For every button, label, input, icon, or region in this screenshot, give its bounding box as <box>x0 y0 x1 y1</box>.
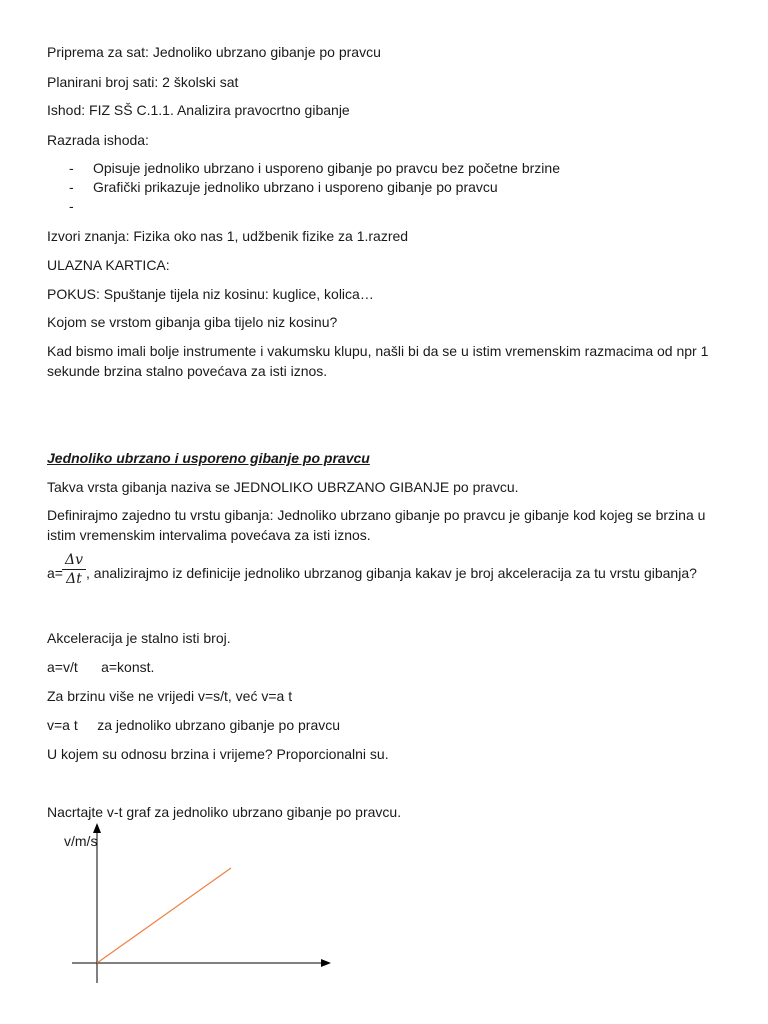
paragraph-line: Kad bismo imali bolje instrumente i vakumsku klupu, našli bi da se u istim vremenskim razmacima od npr 1 <box>47 343 709 359</box>
prep-title: Priprema za sat: Jednoliko ubrzano gibanje po pravcu <box>47 44 381 60</box>
relation: U kojem su odnosu brzina i vrijeme? Proporcionalni su. <box>47 746 389 762</box>
experiment: POKUS: Spuštanje tijela niz kosinu: kuglice, kolica… <box>47 286 374 302</box>
equation-line: a=v/t a=konst. <box>47 659 155 675</box>
formula-prefix: a= <box>47 565 63 581</box>
elaboration-item: Grafički prikazuje jednoliko ubrzano i usporeno gibanje po pravcu <box>93 179 498 195</box>
y-axis-label: v/m/s <box>64 833 98 849</box>
fraction-numerator: Δv <box>64 552 84 568</box>
acceleration-fraction <box>62 552 86 587</box>
question: Kojom se vrstom gibanja giba tijelo niz kosinu? <box>47 314 338 330</box>
definition-line: Definirajmo zajedno tu vrstu gibanja: Jednoliko ubrzano gibanje po pravcu je gibanje kod kojeg se brzina u <box>47 507 706 523</box>
section-heading: Jednoliko ubrzano i usporeno gibanje po pravcu <box>47 450 370 466</box>
paragraph-line: sekunde brzina stalno povećava za isti iznos. <box>47 363 328 379</box>
velocity-line <box>97 868 231 963</box>
bullet-marker: - <box>69 160 74 176</box>
graph-task: Nacrtajte v-t graf za jednoliko ubrzano gibanje po pravcu. <box>47 804 402 820</box>
x-axis-arrow <box>321 959 331 967</box>
definition-line: istim vremenskim intervalima povećava za isti iznos. <box>47 527 371 543</box>
type-line: Takva vrsta gibanja naziva se JEDNOLIKO UBRZANO GIBANJE po pravcu. <box>47 479 519 495</box>
acceleration-constant: Akceleracija je stalno isti broj. <box>47 630 231 646</box>
sources: Izvori znanja: Fizika oko nas 1, udžbenik fizike za 1.razred <box>47 228 409 244</box>
speed-note: Za brzinu više ne vrijedi v=s/t, već v=a t <box>47 688 293 704</box>
elaboration-title: Razrada ishoda: <box>47 132 149 148</box>
formula-suffix: , analizirajmo iz definicije jednoliko ubrzanog gibanja kakav je broj akceleracija za tu vrstu gibanja? <box>86 565 697 581</box>
y-axis-arrow <box>93 823 101 833</box>
fraction-denominator: Δt <box>66 571 82 587</box>
v-t-graph <box>60 820 350 990</box>
equation-line: v=a t za jednoliko ubrzano gibanje po pravcu <box>47 717 341 733</box>
fraction-bar <box>62 569 86 570</box>
entry-card: ULAZNA KARTICA: <box>47 257 170 273</box>
elaboration-item: Opisuje jednoliko ubrzano i usporeno gibanje po pravcu bez početne brzine <box>93 160 560 176</box>
planned-hours: Planirani broj sati: 2 školski sat <box>47 74 239 90</box>
outcome: Ishod: FIZ SŠ C.1.1. Analizira pravocrtno gibanje <box>47 102 350 118</box>
bullet-marker: - <box>69 179 74 195</box>
bullet-marker: - <box>69 198 74 214</box>
